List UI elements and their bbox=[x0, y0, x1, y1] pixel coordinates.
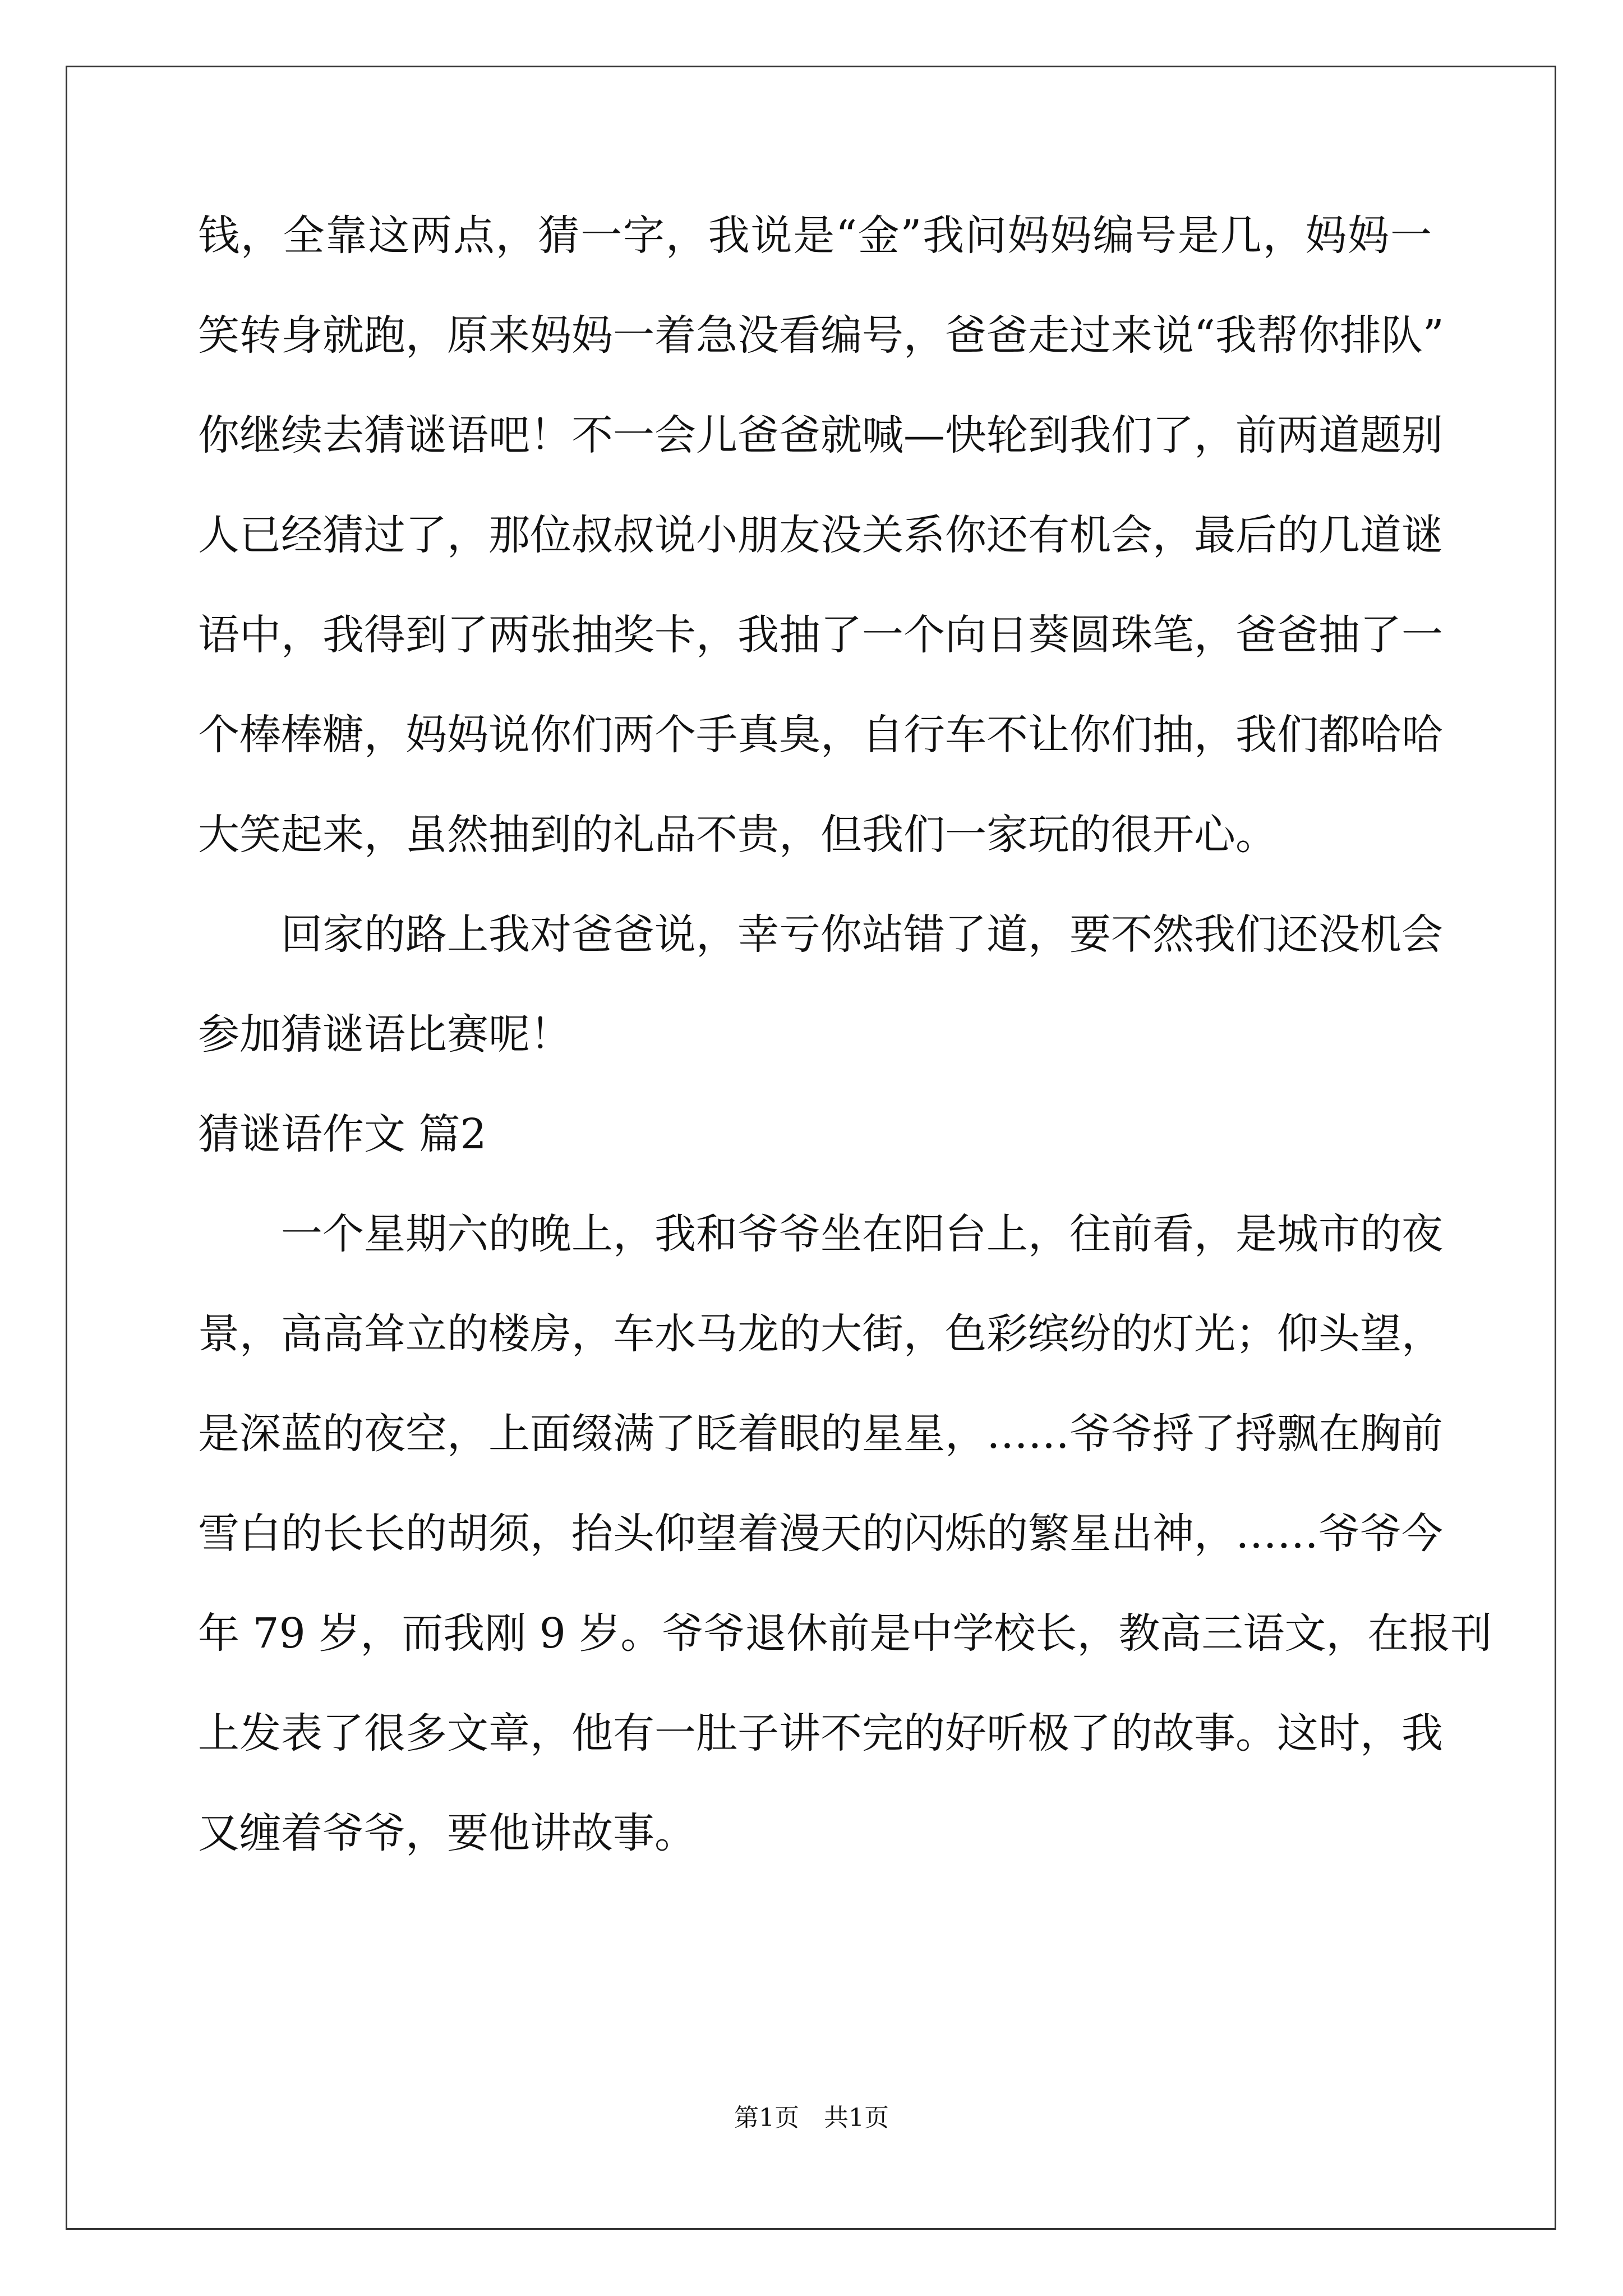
text-line: 语中，我得到了两张抽奖卡，我抽了一个向日葵圆珠笔，爸爸抽了一 bbox=[198, 611, 1443, 659]
text-line: 个棒棒糖，妈妈说你们两个手真臭，自行车不让你们抽，我们都哈哈 bbox=[198, 711, 1443, 759]
text-line: 一个星期六的晚上，我和爷爷坐在阳台上，往前看，是城市的夜 bbox=[198, 1210, 1443, 1258]
text-line: 景，高高耸立的楼房，车水马龙的大街，色彩缤纷的灯光；仰头望， bbox=[198, 1310, 1443, 1358]
text-line: 钱，全靠这两点，猜一字，我说是“金”我问妈妈编号是几，妈妈一 bbox=[198, 211, 1432, 260]
section-heading: 猜谜语作文 篇2 bbox=[198, 1110, 487, 1158]
text-line: 年 79 岁，而我刚 9 岁。爷爷退休前是中学校长，教高三语文，在报刊 bbox=[198, 1609, 1492, 1658]
text-line: 大笑起来，虽然抽到的礼品不贵，但我们一家玩的很开心。 bbox=[198, 811, 1277, 859]
text-line: 笑转身就跑，原来妈妈一着急没看编号，爸爸走过来说“我帮你排队” bbox=[198, 311, 1444, 360]
text-line: 参加猜谜语比赛呢！ bbox=[198, 1010, 571, 1059]
text-line: 雪白的长长的胡须，抬头仰望着漫天的闪烁的繁星出神，……爷爷今 bbox=[198, 1510, 1443, 1558]
text-line: 又缠着爷爷，要他讲故事。 bbox=[198, 1809, 696, 1857]
text-line: 你继续去猜谜语吧！不一会儿爸爸就喊—快轮到我们了，前两道题别 bbox=[198, 411, 1443, 459]
text-line: 回家的路上我对爸爸说，幸亏你站错了道，要不然我们还没机会 bbox=[198, 910, 1443, 959]
text-line: 人已经猜过了，那位叔叔说小朋友没关系你还有机会，最后的几道谜 bbox=[198, 511, 1443, 559]
text-line: 上发表了很多文章，他有一肚子讲不完的好听极了的故事。这时，我 bbox=[198, 1709, 1443, 1757]
page-footer: 第1页 共1页 bbox=[734, 2104, 889, 2132]
text-line: 是深蓝的夜空，上面缀满了眨着眼的星星，……爷爷捋了捋飘在胸前 bbox=[198, 1410, 1443, 1458]
